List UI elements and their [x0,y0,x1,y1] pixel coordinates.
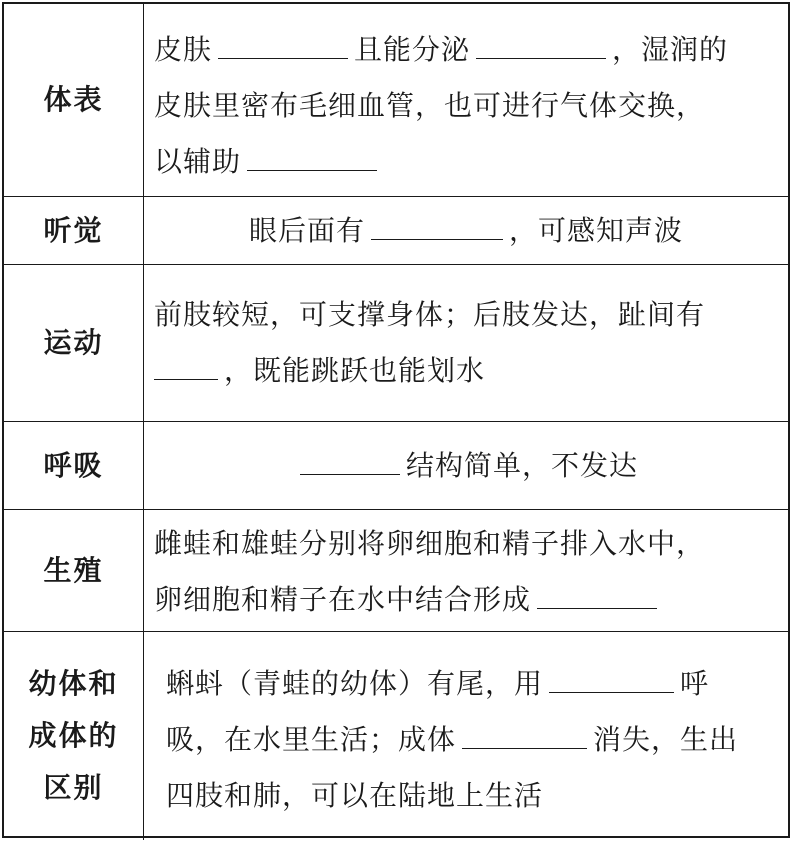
fill-blank[interactable] [462,718,587,749]
fill-blank[interactable] [154,349,218,380]
content-line: 皮肤里密布毛细血管，也可进行气体交换， [154,89,706,122]
content-line: 眼后面有 ，可感知声波 [249,203,683,259]
content-line: 吸，在水里生活；成体 消失，生出 [166,712,788,768]
row-content [144,265,788,421]
row-content [144,4,788,196]
row-content [144,197,788,264]
content-line: 雌蛙和雄蛙分别将卵细胞和精子排入水中， [154,527,706,560]
row-label: 听觉 [4,197,144,264]
row-label: 生殖 [4,510,144,631]
fill-blank[interactable] [300,444,400,475]
fill-blank[interactable] [549,662,674,693]
fill-blank[interactable] [218,28,348,59]
table-row [4,510,788,632]
fill-blank[interactable] [247,140,377,171]
content-line: 以辅助 [154,134,788,190]
row-label: 运动 [4,265,144,421]
info-table [2,2,790,838]
table-row [4,422,788,510]
content-line: 前肢较短，可支撑身体；后肢发达，趾间有 [154,298,706,331]
table-row [4,632,788,840]
fill-blank[interactable] [537,578,657,609]
content-line: 四肢和肺，可以在陆地上生活 [166,779,544,812]
row-label: 体表 [4,4,144,196]
table-row [4,197,788,265]
row-label: 呼吸 [4,422,144,509]
row-content [144,422,788,509]
row-content [144,632,788,840]
content-line: 蝌蚪（青蛙的幼体）有尾，用 呼 [166,656,788,712]
fill-blank[interactable] [476,28,606,59]
table-row [4,265,788,422]
content-line: 卵细胞和精子在水中结合形成 [154,572,788,628]
content-line: 皮肤 且能分泌 ，湿润的 [154,22,788,78]
row-content [144,510,788,631]
content-line: ，既能跳跃也能划水 [154,343,788,399]
table-row [4,4,788,197]
row-label: 幼体和 成体的 区别 [4,632,144,840]
content-line: 结构简单，不发达 [294,438,638,494]
fill-blank[interactable] [371,209,503,240]
